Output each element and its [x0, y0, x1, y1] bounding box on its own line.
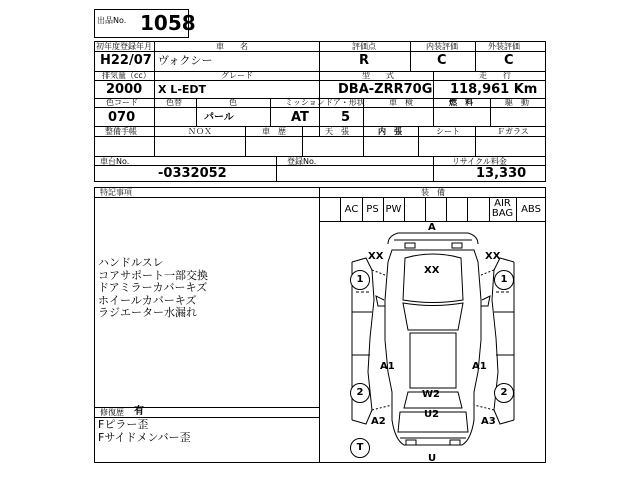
- label-grade: グレード: [221, 71, 253, 80]
- label-mileage: 走 行: [479, 71, 511, 80]
- grade: X L-EDT: [158, 83, 207, 96]
- exterior-value: C: [504, 53, 514, 68]
- mark-hood: XX: [424, 265, 440, 276]
- label-equipment: 装 備: [421, 188, 445, 197]
- label-registration: 登録No.: [287, 157, 317, 166]
- remark-item: コアサポート一部交換: [98, 268, 208, 282]
- displacement: 2000: [106, 82, 143, 97]
- mileage: 118,961 Km: [450, 82, 538, 97]
- label-mission: ミッション: [285, 98, 325, 107]
- repair-note: Fサイドメンバー歪: [98, 430, 191, 444]
- wheel-right-rear: 2: [494, 383, 514, 403]
- reg-year: H22/07: [100, 53, 152, 68]
- wheel-left-front: 1: [350, 270, 370, 290]
- label-manual: 整備手帳: [105, 127, 137, 136]
- label-sunroof: 天 張: [325, 127, 349, 136]
- mark-left-door: A1: [380, 361, 395, 372]
- score-value: R: [359, 53, 370, 68]
- remark-item: ドアミラーカバーキズ: [98, 281, 208, 294]
- label-inspection: 車 検: [389, 98, 413, 107]
- mark-right-front: XX: [485, 251, 501, 262]
- mark-right-rear: A3: [481, 416, 496, 427]
- remark-item: ラジエーター水漏れ: [98, 306, 197, 319]
- label-seat: シート: [436, 127, 460, 136]
- equip-pw: PW: [385, 204, 402, 215]
- label-nox: ＮＯＸ: [188, 127, 212, 136]
- doors: 5: [341, 110, 351, 125]
- mission: AT: [291, 110, 309, 125]
- interior-value: C: [437, 53, 447, 68]
- label-interior: 内装評価: [426, 42, 458, 51]
- repair-value: 有: [134, 406, 144, 417]
- label-drive: 駆 動: [505, 98, 529, 107]
- label-exterior: 外装評価: [488, 42, 520, 51]
- mark-rear-window: W2: [422, 389, 440, 400]
- equip-abs: ABS: [521, 204, 541, 215]
- remark-item: ハンドルスレ: [98, 256, 164, 269]
- label-car-name: 車 名: [216, 42, 248, 51]
- label-fuel: 燃 料: [449, 98, 473, 107]
- wheel-right-front: 1: [494, 270, 514, 290]
- label-model: 型 式: [362, 71, 394, 80]
- equip-airbag: AIR BAG: [491, 198, 514, 219]
- car-name: ヴォクシー: [158, 54, 213, 67]
- repair-note: Fピラー歪: [98, 418, 149, 431]
- mark-left-rear: A2: [371, 416, 386, 427]
- label-color-code: 色コード: [106, 98, 138, 107]
- color: パール: [204, 112, 234, 123]
- mark-rear-hatch: U2: [424, 409, 440, 420]
- label-remarks: 特記事項: [100, 188, 132, 197]
- mark-right-door: A1: [472, 361, 487, 372]
- label-recycle: リサイクル料金: [452, 157, 507, 166]
- lot-number: 1058: [140, 11, 196, 35]
- recycle-fee: 13,330: [476, 166, 527, 181]
- mark-rear-bumper: U: [428, 453, 437, 464]
- remark-item: ホイールカバーキズ: [98, 293, 197, 307]
- color-code: 070: [108, 110, 136, 125]
- label-chassis: 車台No.: [100, 157, 130, 166]
- mark-left-front: XX: [368, 251, 384, 262]
- label-score: 評価点: [352, 42, 376, 51]
- label-doors: ドア・形状: [325, 98, 365, 107]
- label-fglass: Ｆガラス: [497, 127, 529, 136]
- label-reg-year: 初年度登録年月: [96, 42, 152, 51]
- equip-ac: AC: [344, 204, 359, 215]
- label-history: 車 歴: [262, 127, 286, 136]
- label-displacement: 排気量（cc）: [102, 71, 151, 80]
- label-repair: 修復歴: [100, 408, 124, 417]
- label-color-type: 色替: [166, 98, 182, 107]
- label-interior-sheet: 内 張: [378, 127, 402, 136]
- trunk-mark: T: [350, 438, 370, 458]
- equip-ps: PS: [366, 204, 379, 215]
- model: DBA-ZRR70G: [338, 82, 433, 97]
- label-color: 色: [229, 98, 237, 107]
- chassis: -0332052: [158, 166, 227, 181]
- wheel-left-rear: 2: [350, 383, 370, 403]
- mark-front: A: [428, 222, 436, 233]
- lot-label: 出品No.: [97, 16, 127, 25]
